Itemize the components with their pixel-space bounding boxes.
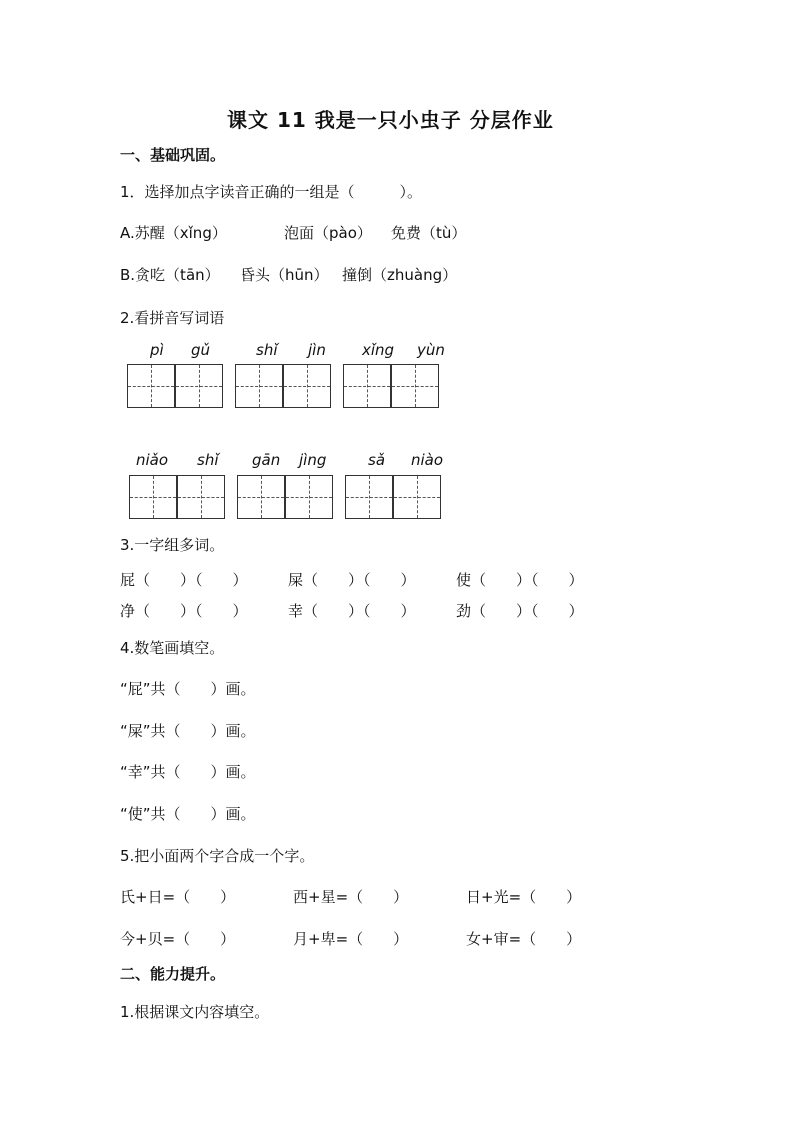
q3-item: 幸（ ）（ ） xyxy=(288,602,416,620)
writing-box[interactable] xyxy=(237,475,285,519)
q1-prompt: 1．选择加点字读音正确的一组是（ ）。 xyxy=(120,183,423,201)
pinyin-label: sǎ xyxy=(368,451,386,469)
q2-prompt: 2.看拼音写词语 xyxy=(120,309,225,327)
page-title: 课文 11 我是一只小虫子 分层作业 xyxy=(227,108,554,132)
writing-box[interactable] xyxy=(127,364,175,408)
writing-box[interactable] xyxy=(285,475,333,519)
pinyin-label: xǐng xyxy=(362,341,395,359)
q1-optA-3: 免费（tù） xyxy=(391,224,467,242)
pinyin-label: jìng xyxy=(299,451,327,469)
q3-item: 净（ ）（ ） xyxy=(120,602,248,620)
q3-prompt: 3.一字组多词。 xyxy=(120,536,225,554)
q1-optB-3: 撞倒（zhuàng） xyxy=(342,266,458,284)
writing-box[interactable] xyxy=(129,475,177,519)
q5-item: 今+贝=（ ） xyxy=(120,930,236,948)
q5-prompt: 5.把小面两个字合成一个字。 xyxy=(120,847,315,865)
q5-item: 西+星=（ ） xyxy=(293,888,409,906)
pinyin-label: pì xyxy=(150,341,164,359)
q4-line: “屎”共（ ）画。 xyxy=(120,722,256,740)
pinyin-label: jìn xyxy=(308,341,326,359)
q3-item: 使（ ）（ ） xyxy=(456,571,584,589)
q5-item: 日+光=（ ） xyxy=(466,888,582,906)
q4-prompt: 4.数笔画填空。 xyxy=(120,639,225,657)
writing-box[interactable] xyxy=(235,364,283,408)
q1-optA-2: 泡面（pào） xyxy=(284,224,372,242)
q3-item: 劲（ ）（ ） xyxy=(456,602,584,620)
writing-box[interactable] xyxy=(175,364,223,408)
pinyin-label: niǎo xyxy=(136,451,169,469)
pinyin-label: gǔ xyxy=(191,341,211,359)
pinyin-label: gān xyxy=(252,451,281,469)
writing-box[interactable] xyxy=(177,475,225,519)
writing-box[interactable] xyxy=(343,364,391,408)
q1-optA-1: A.苏醒（xǐng） xyxy=(120,224,227,242)
q1-optB-2: 昏头（hūn） xyxy=(240,266,329,284)
q4-line: “使”共（ ）画。 xyxy=(120,805,256,823)
section2-heading: 二、能力提升。 xyxy=(120,965,226,983)
q5-item: 月+卑=（ ） xyxy=(293,930,409,948)
q3-item: 屎（ ）（ ） xyxy=(288,571,416,589)
pinyin-label: yùn xyxy=(417,341,445,359)
s2-q1-prompt: 1.根据课文内容填空。 xyxy=(120,1003,270,1021)
pinyin-label: shǐ xyxy=(197,451,219,469)
q1-optB-1: B.贪吃（tān） xyxy=(120,266,220,284)
section1-heading: 一、基础巩固。 xyxy=(120,146,226,164)
writing-box[interactable] xyxy=(393,475,441,519)
q4-line: “屁”共（ ）画。 xyxy=(120,680,256,698)
pinyin-label: niào xyxy=(411,451,444,469)
q5-item: 氏+日=（ ） xyxy=(120,888,236,906)
pinyin-label: shǐ xyxy=(256,341,278,359)
writing-box[interactable] xyxy=(283,364,331,408)
q5-item: 女+审=（ ） xyxy=(466,930,582,948)
q3-item: 屁（ ）（ ） xyxy=(120,571,248,589)
writing-box[interactable] xyxy=(391,364,439,408)
writing-box[interactable] xyxy=(345,475,393,519)
q4-line: “幸”共（ ）画。 xyxy=(120,763,256,781)
